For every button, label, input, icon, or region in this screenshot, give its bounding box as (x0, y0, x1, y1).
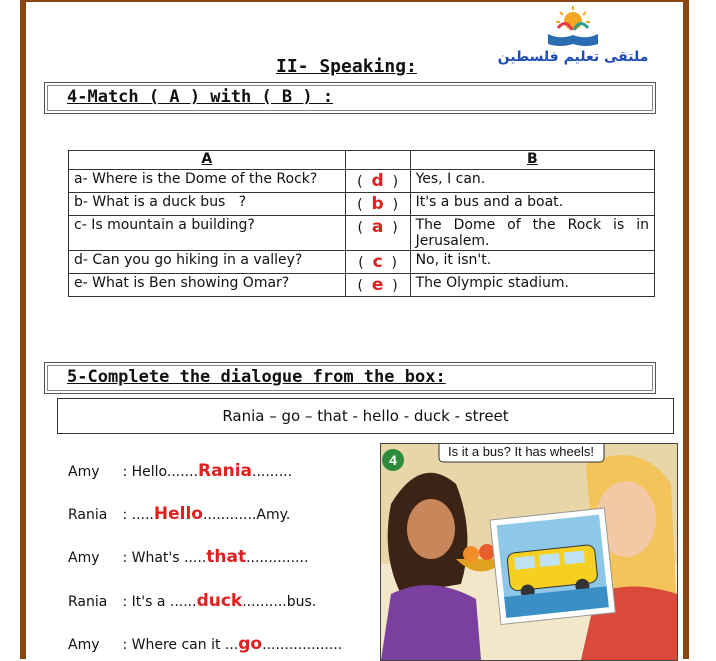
column-b-header: B (410, 151, 654, 170)
line-prefix: It's a (131, 594, 166, 610)
filled-answer: go (238, 634, 263, 654)
dialogue-line: Amy : Where can it ...go.................. (68, 634, 343, 654)
filled-answer: Hello (153, 504, 203, 524)
answer-letter: d (371, 171, 384, 191)
line-prefix: Hello (131, 464, 167, 480)
filled-answer: that (206, 547, 247, 567)
speaker: Rania (68, 594, 108, 610)
dialogue-line: Rania : It's a ......duck..........bus. (68, 591, 317, 611)
line-prefix: What's (131, 550, 180, 566)
logo-text: ملتقى تعليم فلسطين (497, 49, 649, 65)
answer-cell: ( e ) (345, 274, 410, 297)
speaker: Amy (68, 550, 100, 566)
table-row (69, 251, 655, 274)
page-border-left (20, 0, 26, 659)
page-border-right (683, 0, 689, 659)
picture-number: 4 (389, 452, 397, 468)
answer-b: The Dome of the Rock is in Jerusalem. (410, 216, 654, 251)
table-row (69, 193, 655, 216)
q4-heading-box (44, 82, 656, 114)
girl-face (407, 499, 455, 559)
match-table (68, 150, 655, 297)
word-box: Rania – go – that - hello - duck - street (57, 398, 674, 434)
answer-b: The Olympic stadium. (410, 274, 654, 297)
page-title: II- Speaking: (276, 56, 417, 77)
question-e: e- What is Ben showing Omar? (69, 274, 346, 297)
speaker: Amy (68, 637, 100, 653)
table-row (69, 170, 655, 193)
answer-b: It's a bus and a boat. (410, 193, 654, 216)
question-a: a- Where is the Dome of the Rock? (69, 170, 346, 193)
dialogue-line: Amy : What's .....that.............. (68, 547, 309, 567)
answer-cell: ( d ) (345, 170, 410, 193)
answer-letter: b (371, 194, 384, 214)
answer-cell: ( a ) (345, 216, 410, 251)
answer-cell: ( b ) (345, 193, 410, 216)
page-top-rule (20, 0, 689, 2)
q5-heading-box (44, 362, 656, 394)
answer-letter: e (371, 275, 384, 295)
filled-answer: duck (196, 591, 243, 611)
answer-letter: a (371, 217, 384, 237)
speaker: Amy (68, 464, 100, 480)
dialogue-line: Rania : .....Hello............Amy. (68, 504, 291, 524)
question-b: b- What is a duck bus ? (69, 193, 346, 216)
line-prefix: Where can it (131, 637, 221, 653)
answer-cell: ( c ) (345, 251, 410, 274)
dialogue-line: Amy : Hello.......Rania......... (68, 461, 293, 481)
illustration-image (380, 443, 678, 661)
question-c: c- Is mountain a building? (69, 216, 346, 251)
column-answer-header (345, 151, 410, 170)
table-header-row (69, 151, 655, 170)
table-row (69, 274, 655, 297)
answer-b: No, it isn't. (410, 251, 654, 274)
column-a-header: A (69, 151, 346, 170)
question-d: d- Can you go hiking in a valley? (69, 251, 346, 274)
table-row (69, 216, 655, 251)
q4-heading: 4-Match ( A ) with ( B ) : (67, 87, 334, 107)
answer-b: Yes, I can. (410, 170, 654, 193)
answer-letter: c (372, 252, 383, 272)
speaker: Rania (68, 507, 108, 523)
filled-answer: Rania (198, 461, 252, 481)
q5-heading: 5-Complete the dialogue from the box: (67, 367, 446, 387)
speech-text: Is it a bus? It has wheels! (448, 444, 594, 459)
girl-shirt (381, 585, 481, 660)
